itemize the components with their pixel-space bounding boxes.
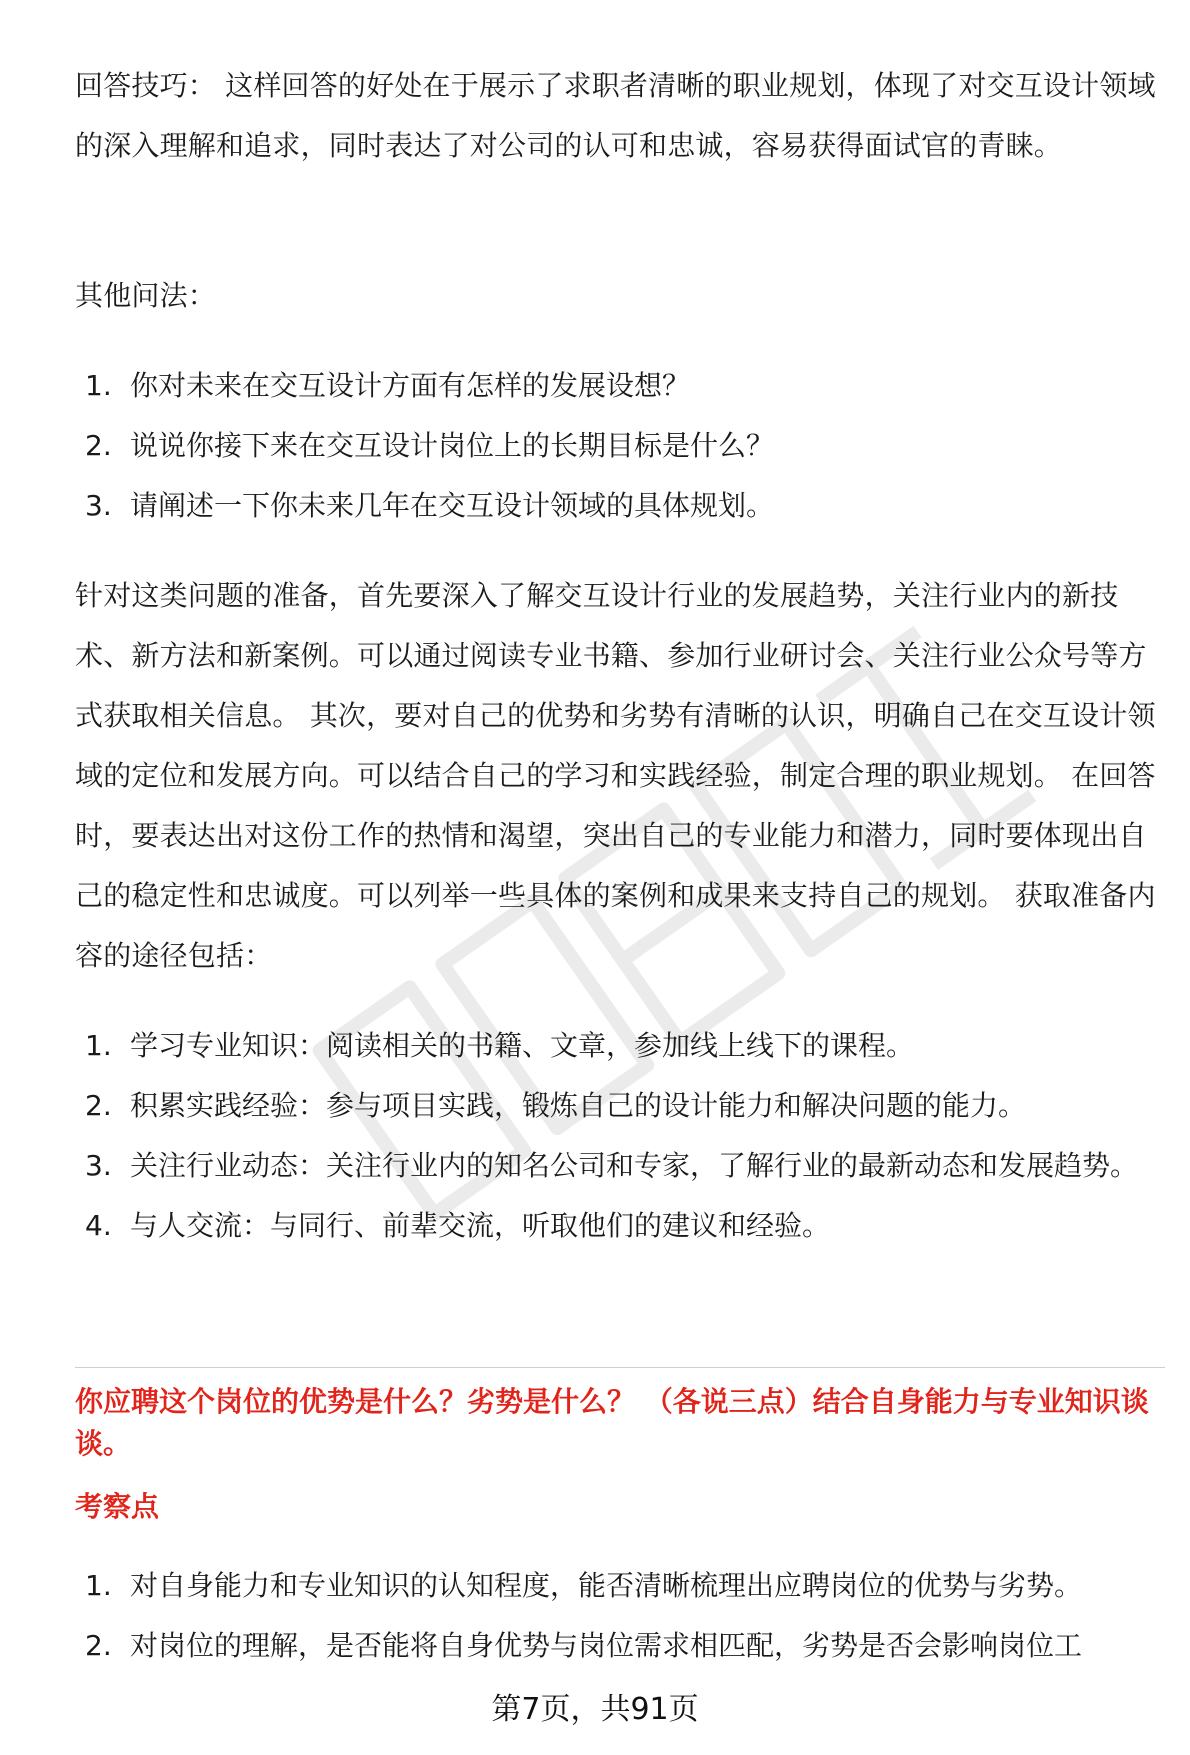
list-item-number: 1. xyxy=(85,1569,112,1602)
list-item-number: 1. xyxy=(85,1029,112,1062)
list-item-number: 3. xyxy=(85,489,112,522)
preparation-paragraph: 针对这类问题的准备，首先要深入了解交互设计行业的发展趋势，关注行业内的新技术、新方法和新案例。可以通过阅读专业书籍、参加行业研讨会、关注行业公众号等方式获取相关信息。 其次，要对自己的优势和劣势有清晰的认识，明确自己在交互设计领域的定位和发展方向。可以结合自己的学习和实践经验，制定合理的职业规划。 在回答时，要表达出对这份工作的热情和渴望，突出自己的专业能力和潜力，同时要体现出自己的稳定性和忠诚度。可以列举一些具体的案例和成果来支持自己的规划。 获取准备内容的途径包括： xyxy=(75,579,1156,972)
list-item xyxy=(85,1616,1165,1676)
list-item-text: 对岗位的理解，是否能将自身优势与岗位需求相匹配，劣势是否会影响岗位工 xyxy=(130,1629,1083,1662)
list-item-text: 学习专业知识：阅读相关的书籍、文章，参加线上线下的课程。 xyxy=(130,1029,915,1062)
list-item-number: 3. xyxy=(85,1149,112,1182)
focus-list xyxy=(85,1556,1165,1676)
list-item-text: 积累实践经验：参与项目实践，锻炼自己的设计能力和解决问题的能力。 xyxy=(130,1089,1027,1122)
list-item-text: 你对未来在交互设计方面有怎样的发展设想？ xyxy=(130,369,691,402)
list-item-number: 4. xyxy=(85,1209,112,1242)
list-item-number: 2. xyxy=(85,1089,112,1122)
list-item-text: 说说你接下来在交互设计岗位上的长期目标是什么？ xyxy=(130,429,775,462)
list-item xyxy=(85,1016,1165,1076)
focus-heading: 考察点 xyxy=(75,1490,160,1523)
question-title: 你应聘这个岗位的优势是什么？劣势是什么？ （各说三点）结合自身能力与专业知识谈谈。 xyxy=(75,1385,1149,1460)
list-item xyxy=(85,1076,1165,1136)
list-item xyxy=(85,476,1165,536)
preparation-list xyxy=(85,1016,1165,1256)
answer-tip-label: 回答技巧： xyxy=(75,69,217,102)
list-item xyxy=(85,356,1165,416)
list-item xyxy=(85,1556,1165,1616)
other-questions-list xyxy=(85,356,1165,536)
list-item-text: 对自身能力和专业知识的认知程度，能否清晰梳理出应聘岗位的优势与劣势。 xyxy=(130,1569,1083,1602)
section-divider xyxy=(75,1367,1165,1368)
list-item xyxy=(85,1196,1165,1256)
answer-tip-text: 这样回答的好处在于展示了求职者清晰的职业规划，体现了对交互设计领域的深入理解和追求，同时表达了对公司的认可和忠诚，容易获得面试官的青睐。 xyxy=(75,69,1156,162)
list-item-text: 请阐述一下你未来几年在交互设计领域的具体规划。 xyxy=(130,489,775,522)
other-questions-heading: 其他问法： xyxy=(75,279,217,312)
list-item-text: 关注行业动态：关注行业内的知名公司和专家，了解行业的最新动态和发展趋势。 xyxy=(130,1149,1139,1182)
list-item-number: 2. xyxy=(85,1629,112,1662)
answer-tip-paragraph xyxy=(75,56,1165,176)
page-number: 第7页，共91页 xyxy=(491,1692,699,1727)
list-item-text: 与人交流：与同行、前辈交流，听取他们的建议和经验。 xyxy=(130,1209,831,1242)
list-item xyxy=(85,1136,1165,1196)
list-item-number: 2. xyxy=(85,429,112,462)
list-item xyxy=(85,416,1165,476)
list-item-number: 1. xyxy=(85,369,112,402)
